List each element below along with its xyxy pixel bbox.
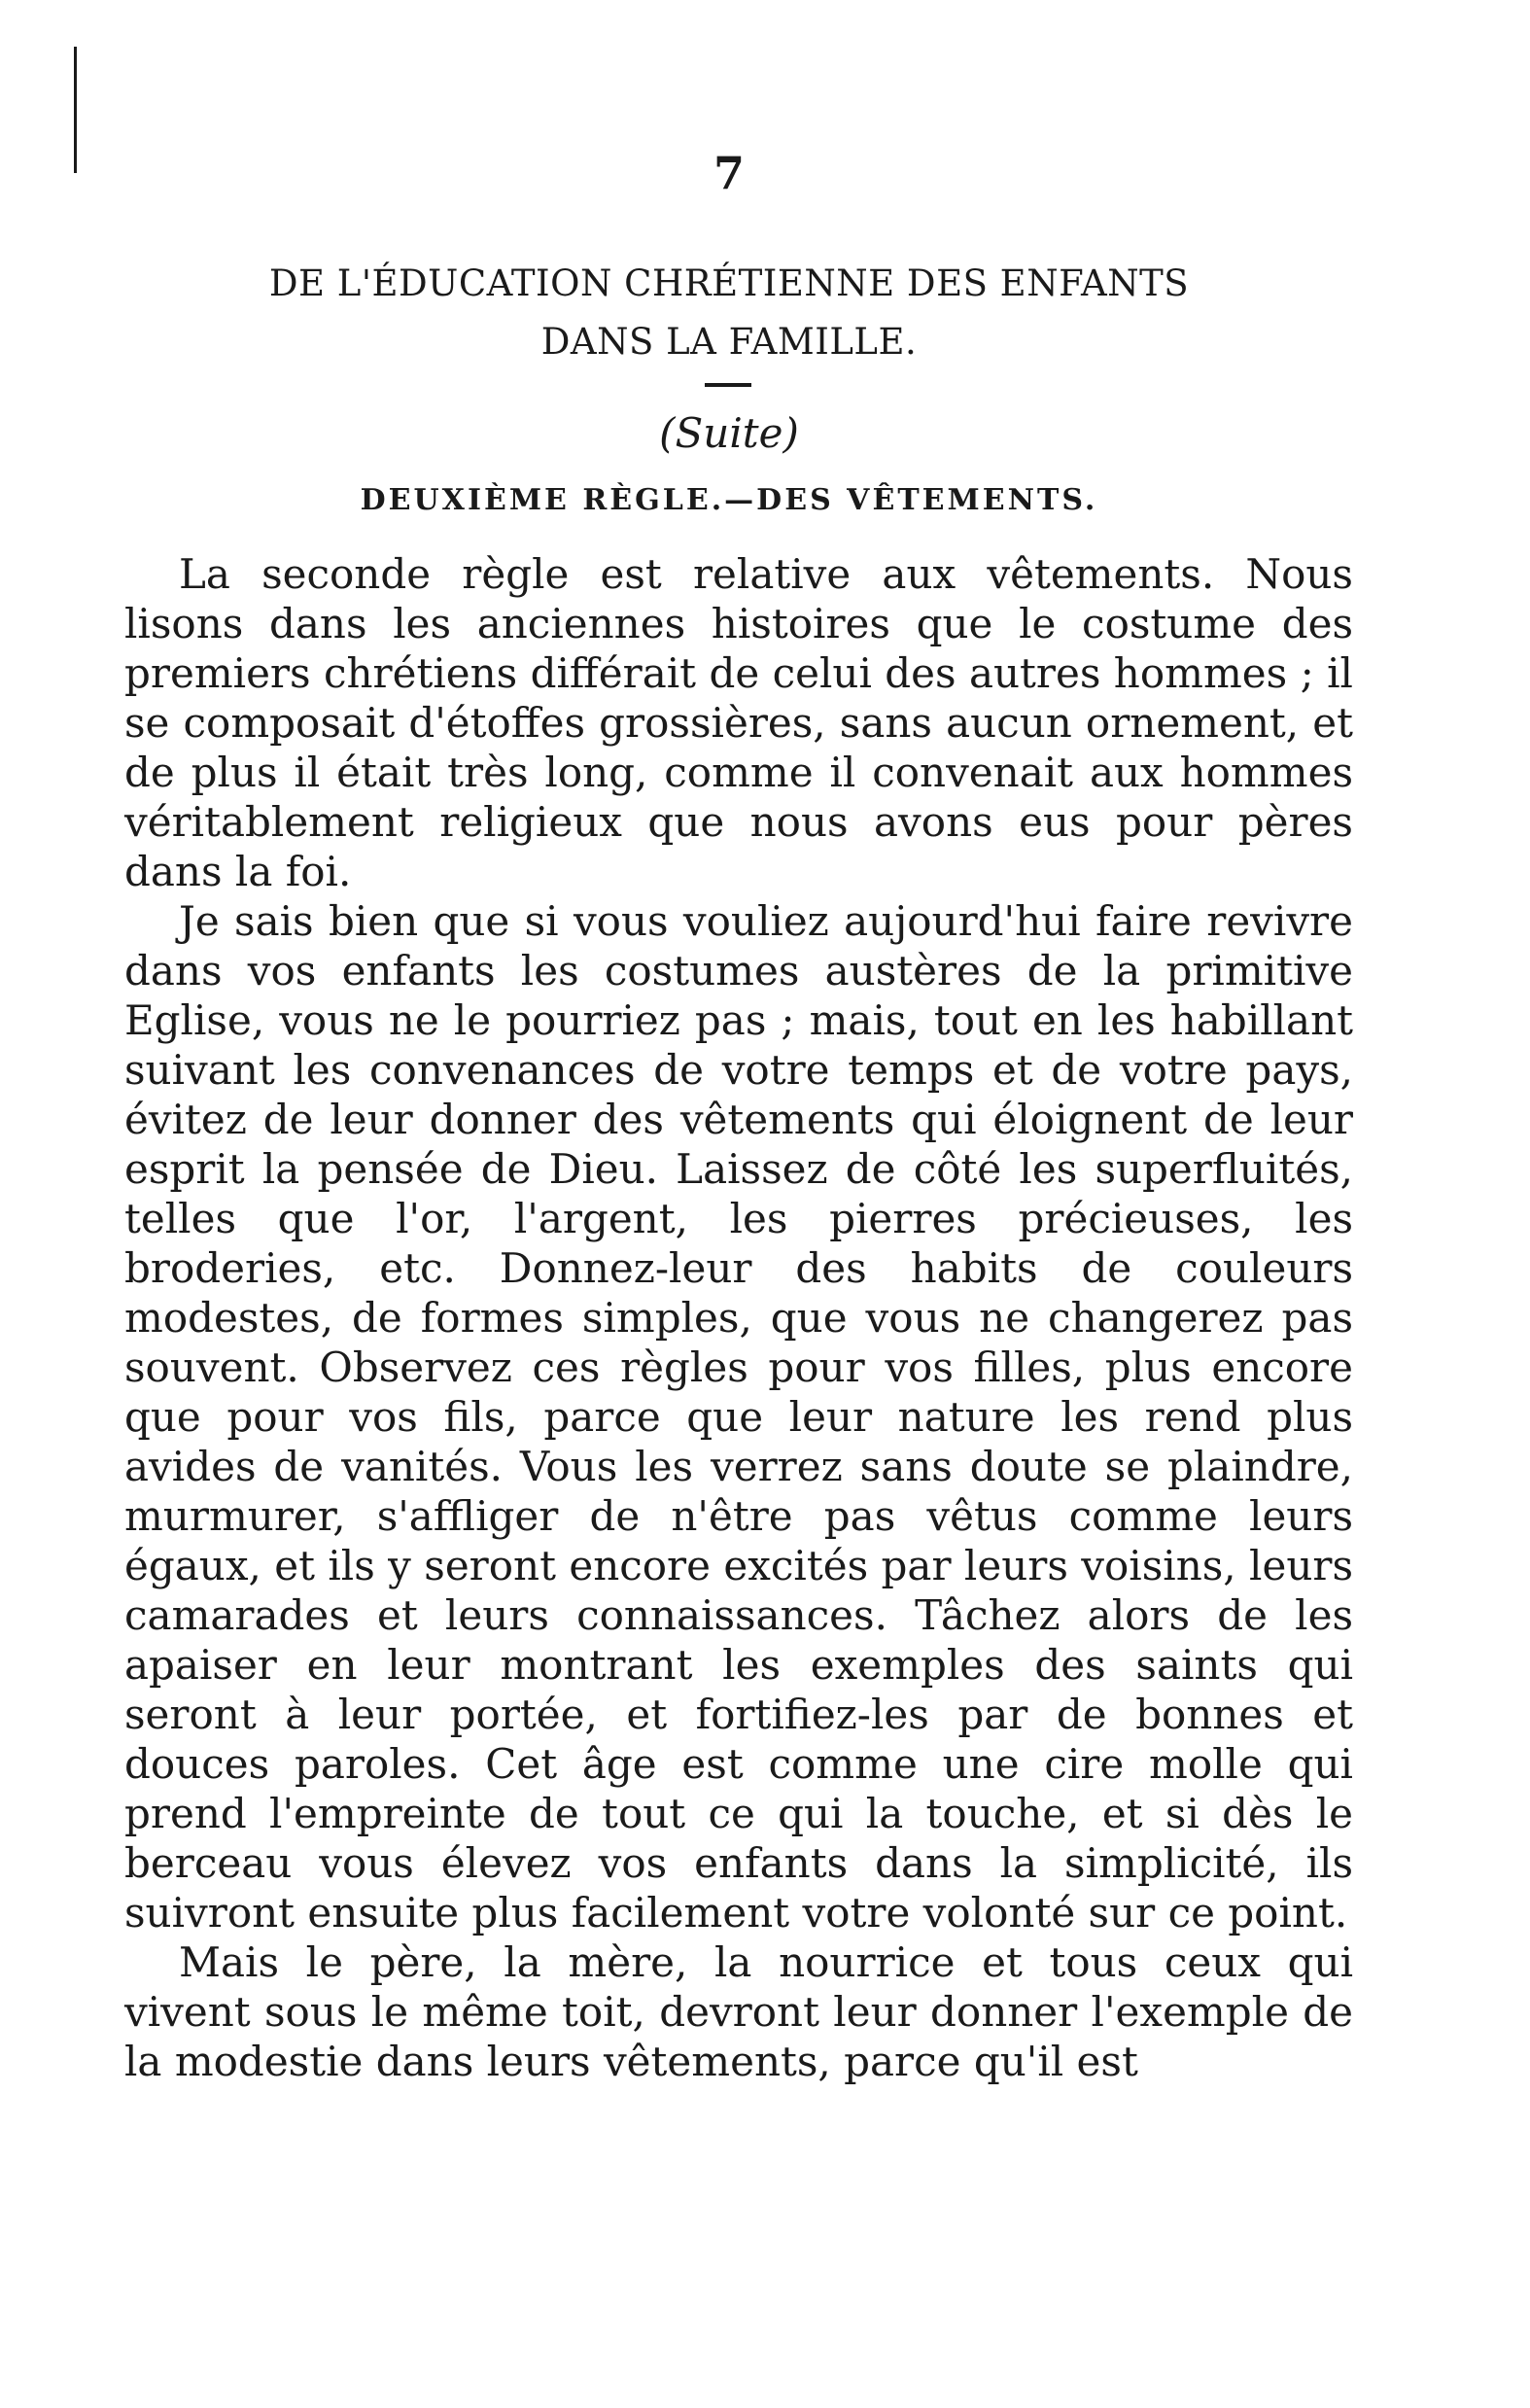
chapter-title-line-1: DE L'ÉDUCATION CHRÉTIENNE DES ENFANTS bbox=[268, 262, 1190, 304]
chapter-title-line-2: DANS LA FAMILLE. bbox=[540, 321, 918, 363]
subtitle-text: (Suite) bbox=[659, 409, 799, 457]
paragraph-3: Mais le père, la mère, la nourrice et tous ceux qui vivent sous le même toit, devront leur donner l'exemple de la modestie dans leurs vêtements, parce qu'il est bbox=[124, 1938, 1353, 2085]
page-number: 7 bbox=[713, 147, 745, 199]
subtitle bbox=[0, 406, 1458, 461]
chapter-title bbox=[126, 255, 1332, 371]
paragraph-1: La seconde règle est relative aux vêtements. Nous lisons dans les anciennes histoires que le costume des premiers chrétiens différait de celui des autres hommes ; il se composait d'étoffes grossières, sans aucun ornement, et de plus il était très long, comme il convenait aux hommes véritablement religieux que nous avons eus pour pères dans la foi. bbox=[124, 550, 1353, 895]
paragraph-2: Je sais bien que si vous vouliez aujourd'hui faire revivre dans vos enfants les costumes austères de la primitive Eglise, vous ne le pourriez pas ; mais, tout en les habillant suivant les convenances de votre temps et de votre pays, évitez de leur donner des vêtements qui éloignent de leur esprit la pensée de Dieu. Laissez de côté les superfluités, telles que l'or, l'argent, les pierres précieuses, les broderies, etc. Donnez-leur des habits de couleurs modestes, de formes simples, que vous ne changerez pas souvent. Observez ces règles pour vos filles, plus encore que pour vos fils, parce que leur nature les rend plus avides de vanités. Vous les verrez sans doute se plaindre, murmurer, s'affliger de n'être pas vêtus comme leurs égaux, et ils y seront encore excités par leurs voisins, leurs camarades et leurs connaissances. Tâchez alors de les apaiser en leur montrant les exemples des saints qui seront à leur portée, et fortifiez-les par de bonnes et douces paroles. Cet âge est comme une cire molle qui prend l'empreinte de tout ce qui la touche, et si dès le berceau vous élevez vos enfants dans la simplicité, ils suivront ensuite plus facilement votre volonté sur ce point. bbox=[124, 897, 1353, 1937]
body-text bbox=[124, 549, 1353, 2086]
section-heading: DEUXIÈME RÈGLE.—DES VÊTEMENTS. bbox=[360, 483, 1098, 517]
title-separator bbox=[705, 383, 751, 387]
